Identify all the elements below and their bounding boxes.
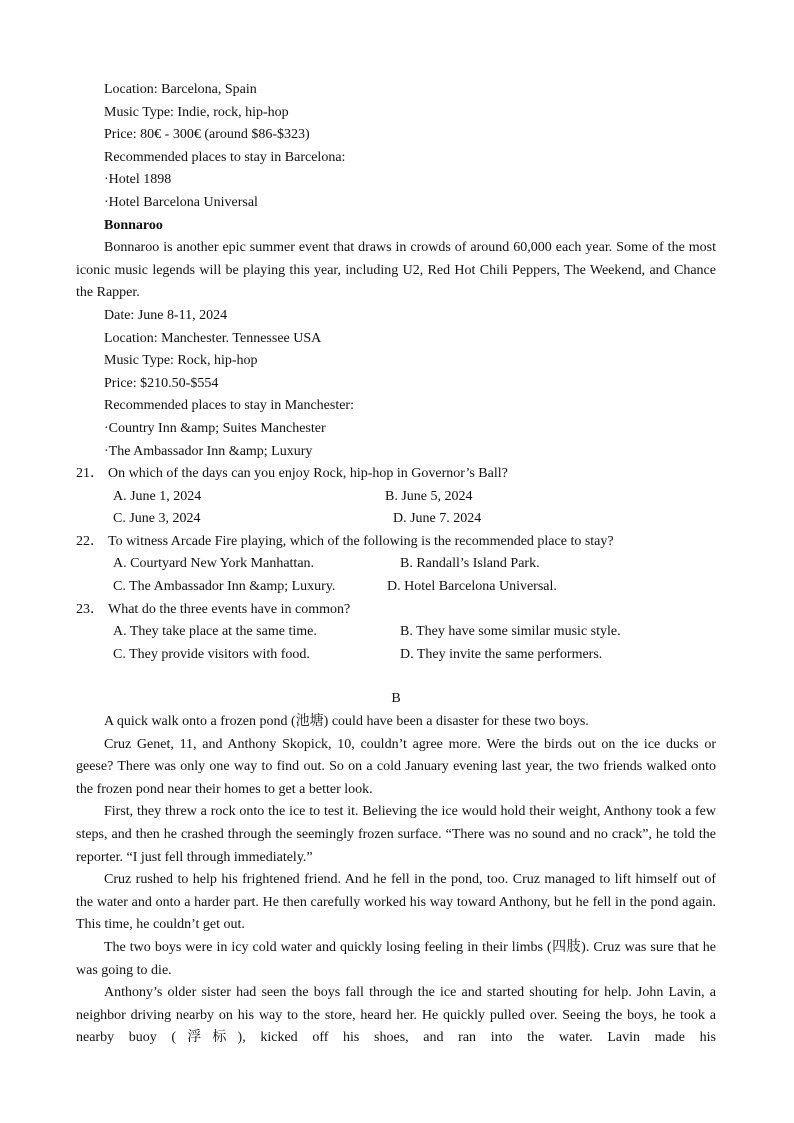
option-row [76, 508, 716, 531]
option-row [76, 644, 716, 667]
hotel-item: ·The Ambassador Inn &amp; Luxury [104, 443, 313, 459]
option-a: A. Courtyard New York Manhattan. [113, 556, 315, 572]
bonnaroo-price: Price: $210.50-$554 [104, 375, 219, 391]
question-number: 21． [76, 466, 104, 482]
question-number: 22． [76, 533, 104, 549]
bonnaroo-music-type: Music Type: Rock, hip-hop [104, 353, 258, 369]
bonnaroo-title: Bonnaroo [104, 217, 163, 233]
option-b: B. They have some similar music style. [400, 624, 621, 640]
event-price: Price: 80€ - 300€ (around $86-$323) [104, 127, 310, 143]
option-b: B. June 5, 2024 [385, 488, 473, 504]
passage-paragraph: Anthony’s older sister had seen the boys fall through the ice and started shouting for help. John Lavin, a neighbor driving nearby on his way to the store, heard her. He quickly pulled over. Seeing the boys, he took a nearby buoy (浮标), kicked off his shoes, and ran into the water. Lavin made his [76, 985, 716, 1046]
option-row [76, 621, 716, 644]
option-b: B. Randall’s Island Park. [400, 556, 540, 572]
option-a: A. June 1, 2024 [113, 488, 202, 504]
bonnaroo-description: Bonnaroo is another epic summer event that draws in crowds of around 60,000 each year. Some of the most iconic music legends will be playing this year, including U2, Red Hot Chili Peppers, The Weekend, and Chance the Rapper. [76, 240, 716, 301]
option-d: D. June 7. 2024 [393, 511, 482, 527]
option-d: D. They invite the same performers. [400, 646, 603, 662]
option-d: D. Hotel Barcelona Universal. [387, 579, 557, 595]
option-row [76, 576, 716, 599]
option-c: C. The Ambassador Inn &amp; Luxury. [113, 579, 336, 595]
passage-paragraph: A quick walk onto a frozen pond (池塘) could have been a disaster for these two boys. [104, 714, 589, 730]
bonnaroo-location: Location: Manchester. Tennessee USA [104, 330, 322, 346]
question-text: To witness Arcade Fire playing, which of the following is the recommended place to stay? [108, 533, 614, 549]
event-stay-header: Recommended places to stay in Barcelona: [104, 149, 346, 165]
event-location: Location: Barcelona, Spain [104, 82, 257, 97]
section-b-label: B [391, 691, 401, 707]
question-21 [76, 463, 716, 486]
document-page [76, 79, 716, 1050]
hotel-item: ·Country Inn &amp; Suites Manchester [104, 420, 326, 436]
option-row [76, 553, 716, 576]
option-a: A. They take place at the same time. [113, 624, 317, 640]
question-number: 23． [76, 601, 104, 617]
question-23 [76, 599, 716, 622]
passage-paragraph: Cruz rushed to help his frightened friend. And he fell in the pond, too. Cruz managed to lift himself out of the water and onto a harder part. He then carefully worked his way toward Anthony, but he fell in the pond again. This time, he couldn’t get out. [76, 872, 716, 933]
option-row [76, 486, 716, 509]
passage-paragraph: First, they threw a rock onto the ice to test it. Believing the ice would hold their weight, Anthony took a few steps, and then he crashed through the seemingly frozen surface. “There was no sound and no crack”, he told the reporter. “I just fell through immediately.” [76, 804, 716, 865]
option-c: C. June 3, 2024 [113, 511, 201, 527]
bonnaroo-date: Date: June 8-11, 2024 [104, 307, 228, 323]
passage-paragraph: The two boys were in icy cold water and quickly losing feeling in their limbs (四肢). Cruz was sure that he was going to die. [76, 939, 716, 978]
question-text: On which of the days can you enjoy Rock, hip-hop in Governor’s Ball? [108, 466, 508, 482]
question-22 [76, 531, 716, 554]
bonnaroo-stay-header: Recommended places to stay in Manchester: [104, 398, 354, 414]
question-text: What do the three events have in common? [108, 601, 351, 617]
event-music-type: Music Type: Indie, rock, hip-hop [104, 104, 289, 120]
hotel-item: ·Hotel Barcelona Universal [104, 194, 258, 210]
hotel-item: ·Hotel 1898 [104, 172, 172, 188]
passage-paragraph: Cruz Genet, 11, and Anthony Skopick, 10, couldn’t agree more. Were the birds out on the ice ducks or geese? There was only one way to find out. So on a cold January evening last year, the two friends walked onto the frozen pond near their homes to get a better look. [76, 736, 716, 797]
option-c: C. They provide visitors with food. [113, 646, 310, 662]
